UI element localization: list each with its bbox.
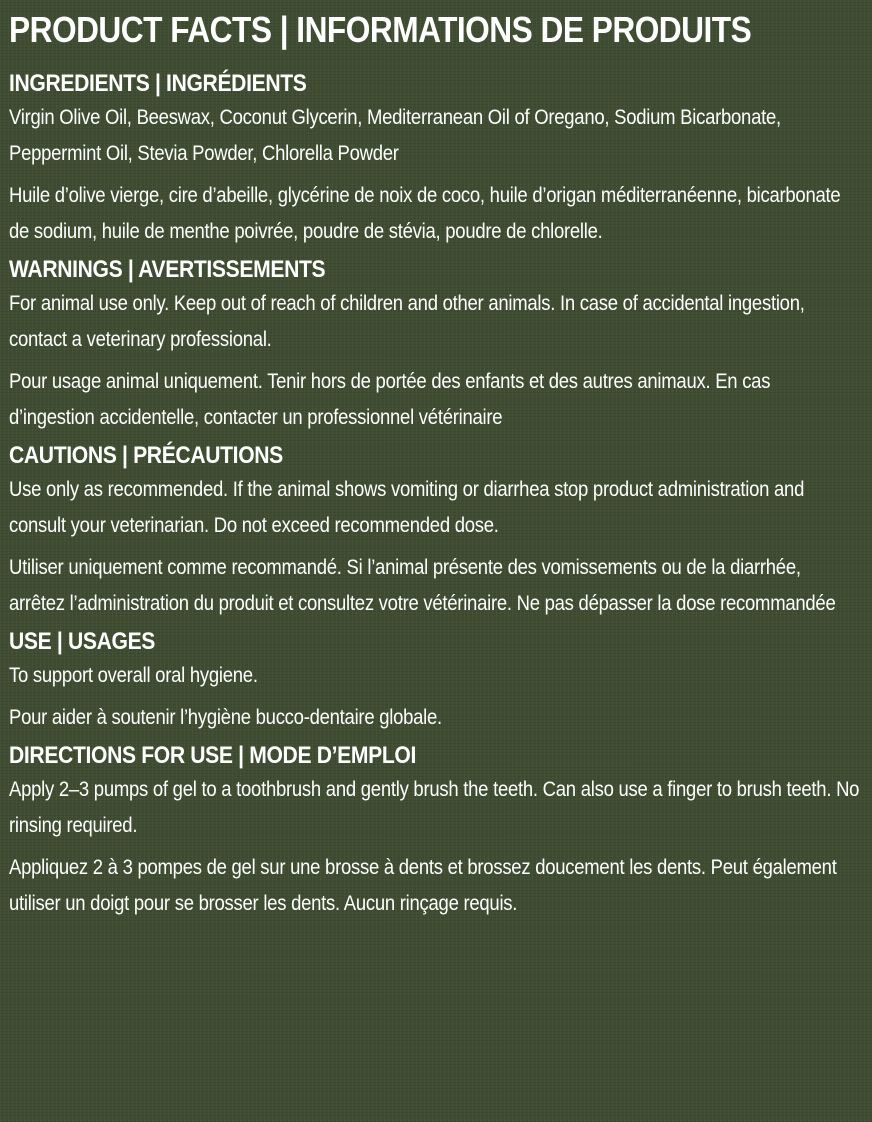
cautions-english: Use only as recommended. If the animal shows vomiting or diarrhea stop product administration and consult your veterinarian. Do not exceed recommended dose. <box>9 477 805 537</box>
section-directions <box>9 740 862 921</box>
directions-english: Apply 2–3 pumps of gel to a toothbrush and gently brush the teeth. Can also use a finger to brush teeth. No rinsing required. <box>9 777 860 837</box>
section-heading-warnings: WARNINGS | AVERTISSEMENTS <box>9 256 326 283</box>
use-english: To support overall oral hygiene. <box>9 663 258 687</box>
warnings-french: Pour usage animal uniquement. Tenir hors de portée des enfants et des autres animaux. En cas d’ingestion accidentelle, contacter un professionnel vétérinaire <box>9 369 771 429</box>
section-ingredients <box>9 68 862 249</box>
page-title: PRODUCT FACTS | INFORMATIONS DE PRODUITS <box>9 9 752 50</box>
directions-french: Appliquez 2 à 3 pompes de gel sur une brosse à dents et brossez doucement les dents. Peut également utiliser un doigt pour se brosser les dents. Aucun rinçage requis. <box>9 855 837 915</box>
section-heading-use: USE | USAGES <box>9 628 156 655</box>
use-french: Pour aider à soutenir l’hygiène bucco-dentaire globale. <box>9 705 442 729</box>
section-heading-ingredients: INGREDIENTS | INGRÉDIENTS <box>9 70 307 97</box>
ingredients-english: Virgin Olive Oil, Beeswax, Coconut Glycerin, Mediterranean Oil of Oregano, Sodium Bicarbonate, Peppermint Oil, Stevia Powder, Chlorella Powder <box>9 105 781 165</box>
section-heading-cautions: CAUTIONS | PRÉCAUTIONS <box>9 442 283 469</box>
ingredients-french: Huile d’olive vierge, cire d’abeille, glycérine de noix de coco, huile d’origan méditerranéenne, bicarbonate de sodium, huile de menthe poivrée, poudre de stévia, poudre de chlorelle. <box>9 183 841 243</box>
section-heading-directions: DIRECTIONS FOR USE | MODE D’EMPLOI <box>9 742 416 769</box>
section-cautions <box>9 440 862 621</box>
cautions-french: Utiliser uniquement comme recommandé. Si l’animal présente des vomissements ou de la diarrhée, arrêtez l’administration du produit et consultez votre vétérinaire. Ne pas dépasser la dose recommandée <box>9 555 836 615</box>
section-use <box>9 626 862 735</box>
warnings-english: For animal use only. Keep out of reach of children and other animals. In case of accidental ingestion, contact a veterinary professional. <box>9 291 805 351</box>
section-warnings <box>9 254 862 435</box>
